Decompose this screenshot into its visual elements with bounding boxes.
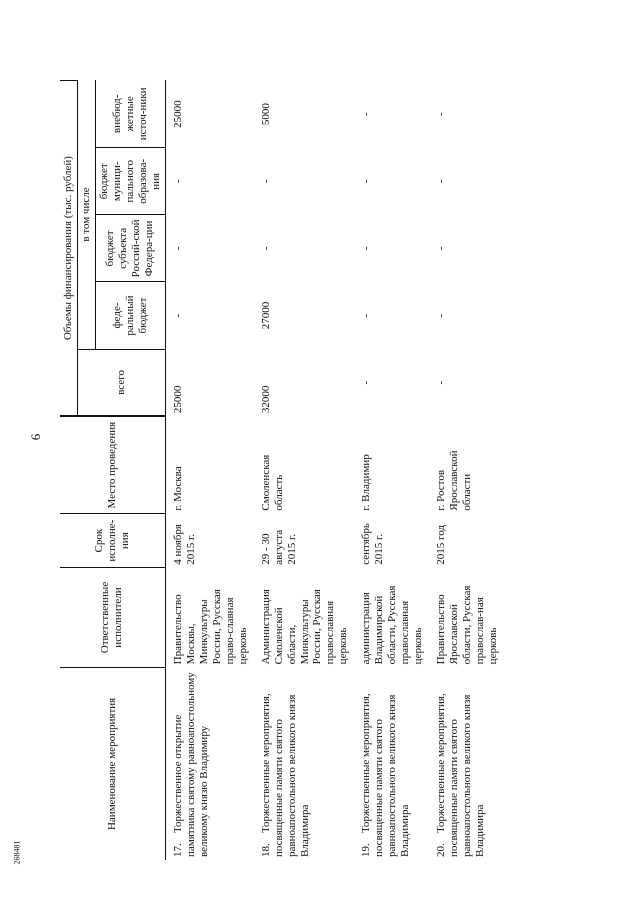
- header-total: всего: [77, 349, 165, 416]
- header-responsible: Ответственные исполнители: [60, 568, 165, 668]
- cell-extra: -: [435, 112, 448, 116]
- cell-term: 2015 год: [435, 524, 448, 565]
- header-name: Наименование мероприятия: [60, 667, 165, 860]
- cell-regional: -: [360, 246, 373, 251]
- cell-term: 29 - 30 августа 2015 г.: [259, 529, 298, 565]
- page-number: 6: [28, 433, 43, 441]
- cell-total: -: [360, 380, 373, 385]
- cell-total: 25000: [171, 385, 184, 414]
- cell-municipal: -: [259, 179, 272, 184]
- cell-extra: 25000: [171, 100, 184, 128]
- cell-responsible: Правительство Ярославской области, Русская православ-ная церковь: [435, 585, 500, 665]
- cell-total: -: [435, 380, 448, 385]
- cell-term: сентябрь 2015 г.: [360, 523, 386, 565]
- rotated-table-container: [60, 80, 500, 860]
- cell-responsible: администрация Владимирской области, Русская православная церковь: [360, 585, 425, 665]
- table-row: [165, 81, 253, 861]
- cell-name: 17.Торжественное открытие памятника святому равноапостольному великому князю Владимиру: [171, 672, 210, 857]
- header-regional: бюджет субъекта Россий-ской Федера-ции: [95, 215, 165, 282]
- cell-name: 19.Торжественные мероприятия, посвященные памяти святого равноапостольного великого князя Владимира: [360, 693, 412, 857]
- cell-term: 4 ноября 2015 г.: [171, 524, 197, 565]
- header-federal: феде-ральный бюджет: [95, 282, 165, 349]
- events-funding-table: [60, 80, 504, 860]
- cell-federal: 27000: [259, 301, 272, 330]
- cell-federal: -: [435, 313, 448, 318]
- cell-regional: -: [171, 246, 184, 251]
- cell-extra: -: [360, 112, 373, 116]
- table-row: [354, 81, 429, 861]
- header-extra: внебюд-жетные источ-ники: [95, 81, 165, 148]
- header-municipal: бюджет муници-пального образова-ния: [95, 148, 165, 215]
- header-funding: Объемы финансирования (тыс. рублей): [60, 81, 77, 417]
- cell-responsible: Администрация Смоленской области, Минкультуры России, Русская православная церковь: [259, 589, 350, 665]
- document-code: 268481: [12, 840, 22, 865]
- header-place: Место проведения: [60, 416, 165, 513]
- cell-municipal: -: [360, 179, 373, 184]
- cell-place: г. Ростов Ярославской области: [435, 450, 474, 511]
- cell-place: Смоленская область: [259, 454, 285, 511]
- cell-regional: -: [435, 246, 448, 251]
- cell-federal: -: [360, 313, 373, 318]
- cell-extra: 5000: [259, 103, 272, 126]
- cell-place: г. Владимир: [360, 454, 373, 511]
- table-header: [60, 81, 165, 861]
- cell-name: 18.Торжественные мероприятия, посвященные памяти святого равноапостольного великого князя Владимира: [259, 693, 311, 857]
- cell-responsible: Правительство Москвы, Минкультуры России, Русская право-славная церковь: [171, 589, 249, 665]
- cell-federal: -: [171, 313, 184, 318]
- table-row: [429, 81, 504, 861]
- cell-name: 20.Торжественные мероприятия, посвященные памяти святого равноапостольного великого князя Владимира: [435, 693, 487, 857]
- cell-total: 32000: [259, 385, 272, 414]
- cell-place: г. Москва: [171, 466, 184, 511]
- header-including: в том числе: [77, 81, 95, 350]
- cell-regional: -: [259, 246, 272, 251]
- cell-municipal: -: [435, 179, 448, 184]
- header-term: Срок исполне-ния: [60, 514, 165, 568]
- table-row: [254, 81, 355, 861]
- table-body: [165, 81, 504, 861]
- cell-municipal: -: [171, 179, 184, 184]
